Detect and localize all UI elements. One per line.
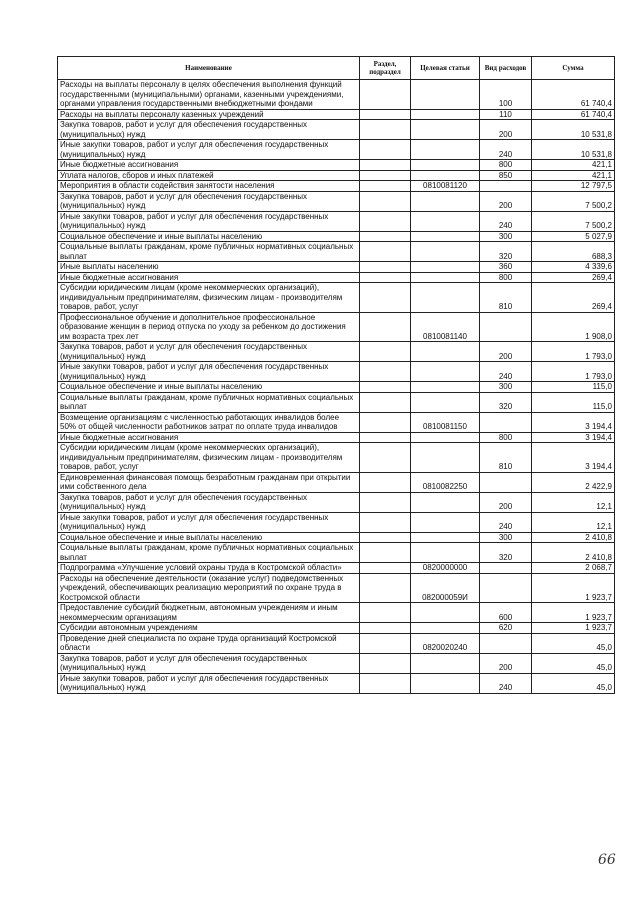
row-section xyxy=(360,392,411,412)
row-target-code xyxy=(411,283,480,313)
row-section xyxy=(360,432,411,443)
row-section xyxy=(360,573,411,603)
row-name: Расходы на обеспечение деятельности (оказание услуг) подведомственных учреждений, обеспечивающих реализацию мероприятий по охране труда в Костромской области xyxy=(58,573,360,603)
row-section xyxy=(360,211,411,231)
row-sum: 2 068,7 xyxy=(532,563,615,574)
row-target-code: 082000059И xyxy=(411,573,480,603)
row-expense-kind: 200 xyxy=(480,653,532,673)
row-expense-kind: 240 xyxy=(480,140,532,160)
row-name: Закупка товаров, работ и услуг для обеспечения государственных (муниципальных) нужд xyxy=(58,191,360,211)
table-row xyxy=(58,231,615,242)
row-sum: 7 500,2 xyxy=(532,191,615,211)
row-sum: 269,4 xyxy=(532,283,615,313)
row-sum: 421,1 xyxy=(532,160,615,171)
table-row xyxy=(58,543,615,563)
row-sum: 10 531,8 xyxy=(532,140,615,160)
row-section xyxy=(360,160,411,171)
table-row xyxy=(58,272,615,283)
table-row xyxy=(58,563,615,574)
table-row xyxy=(58,242,615,262)
row-name: Иные бюджетные ассигнования xyxy=(58,160,360,171)
row-name: Субсидии юридическим лицам (кроме некоммерческих организаций), индивидуальным предпринимателям, физическим лицам - производителям товаров, работ, услуг xyxy=(58,283,360,313)
row-section xyxy=(360,382,411,393)
row-section xyxy=(360,120,411,140)
row-name: Субсидии юридическим лицам (кроме некоммерческих организаций), индивидуальным предпринимателям, физическим лицам - производителям товаров, работ, услуг xyxy=(58,443,360,473)
row-expense-kind: 800 xyxy=(480,272,532,283)
row-section xyxy=(360,603,411,623)
row-target-code xyxy=(411,623,480,634)
row-expense-kind: 240 xyxy=(480,362,532,382)
header-section: Раздел, подраздел xyxy=(360,57,411,80)
row-section xyxy=(360,312,411,342)
header-kind: Вид расходов xyxy=(480,57,532,80)
row-name: Социальные выплаты гражданам, кроме публичных нормативных социальных выплат xyxy=(58,242,360,262)
row-expense-kind: 810 xyxy=(480,443,532,473)
row-section xyxy=(360,653,411,673)
row-sum: 4 339,6 xyxy=(532,262,615,273)
row-expense-kind: 110 xyxy=(480,109,532,120)
row-expense-kind xyxy=(480,472,532,492)
row-target-code xyxy=(411,382,480,393)
row-target-code xyxy=(411,140,480,160)
row-name: Закупка товаров, работ и услуг для обеспечения государственных (муниципальных) нужд xyxy=(58,653,360,673)
row-target-code xyxy=(411,109,480,120)
row-sum: 421,1 xyxy=(532,170,615,181)
table-row xyxy=(58,140,615,160)
row-sum: 1 793,0 xyxy=(532,362,615,382)
row-expense-kind: 600 xyxy=(480,603,532,623)
row-expense-kind: 320 xyxy=(480,242,532,262)
row-expense-kind: 800 xyxy=(480,432,532,443)
row-section xyxy=(360,543,411,563)
row-section xyxy=(360,283,411,313)
row-target-code xyxy=(411,272,480,283)
row-name: Иные закупки товаров, работ и услуг для обеспечения государственных (муниципальных) нужд xyxy=(58,362,360,382)
row-target-code xyxy=(411,532,480,543)
budget-table xyxy=(57,56,615,694)
row-target-code xyxy=(411,492,480,512)
row-sum: 1 923,7 xyxy=(532,603,615,623)
row-sum: 115,0 xyxy=(532,382,615,393)
row-expense-kind xyxy=(480,312,532,342)
table-row xyxy=(58,191,615,211)
row-expense-kind xyxy=(480,181,532,192)
row-target-code xyxy=(411,120,480,140)
row-sum: 45,0 xyxy=(532,673,615,693)
row-name: Социальное обеспечение и иные выплаты населению xyxy=(58,382,360,393)
row-name: Социальное обеспечение и иные выплаты населению xyxy=(58,231,360,242)
table-row xyxy=(58,443,615,473)
row-target-code xyxy=(411,211,480,231)
table-row xyxy=(58,472,615,492)
row-section xyxy=(360,623,411,634)
row-target-code xyxy=(411,673,480,693)
row-name: Иные бюджетные ассигнования xyxy=(58,432,360,443)
row-sum: 5 027,9 xyxy=(532,231,615,242)
row-name: Закупка товаров, работ и услуг для обеспечения государственных (муниципальных) нужд xyxy=(58,120,360,140)
row-name: Субсидии автономным учреждениям xyxy=(58,623,360,634)
row-sum: 10 531,8 xyxy=(532,120,615,140)
row-section xyxy=(360,563,411,574)
row-name: Социальные выплаты гражданам, кроме публичных нормативных социальных выплат xyxy=(58,543,360,563)
row-section xyxy=(360,242,411,262)
row-expense-kind: 240 xyxy=(480,673,532,693)
row-target-code xyxy=(411,392,480,412)
row-name: Профессиональное обучение и дополнительное профессиональное образование женщин в период отпуска по уходу за ребенком до достижения им возраста трех лет xyxy=(58,312,360,342)
table-row xyxy=(58,120,615,140)
row-name: Социальные выплаты гражданам, кроме публичных нормативных социальных выплат xyxy=(58,392,360,412)
table-row xyxy=(58,573,615,603)
row-section xyxy=(360,633,411,653)
row-section xyxy=(360,512,411,532)
row-expense-kind xyxy=(480,633,532,653)
page-number: 66 xyxy=(598,852,616,868)
row-target-code xyxy=(411,160,480,171)
row-name: Иные выплаты населению xyxy=(58,262,360,273)
row-expense-kind: 100 xyxy=(480,80,532,110)
table-row xyxy=(58,603,615,623)
row-sum: 61 740,4 xyxy=(532,80,615,110)
row-target-code: 0810081150 xyxy=(411,412,480,432)
row-name: Мероприятия в области содействия занятости населения xyxy=(58,181,360,192)
row-section xyxy=(360,191,411,211)
row-target-code: 0810081120 xyxy=(411,181,480,192)
row-expense-kind: 800 xyxy=(480,160,532,171)
row-sum: 45,0 xyxy=(532,633,615,653)
row-target-code xyxy=(411,443,480,473)
row-expense-kind: 620 xyxy=(480,623,532,634)
row-expense-kind: 240 xyxy=(480,211,532,231)
row-expense-kind xyxy=(480,573,532,603)
row-section xyxy=(360,472,411,492)
table-row xyxy=(58,362,615,382)
table-row xyxy=(58,211,615,231)
row-sum: 1 908,0 xyxy=(532,312,615,342)
row-sum: 2 410,8 xyxy=(532,543,615,563)
row-target-code xyxy=(411,653,480,673)
row-target-code xyxy=(411,231,480,242)
table-row xyxy=(58,109,615,120)
row-sum: 115,0 xyxy=(532,392,615,412)
row-name: Закупка товаров, работ и услуг для обеспечения государственных (муниципальных) нужд xyxy=(58,342,360,362)
row-expense-kind: 200 xyxy=(480,120,532,140)
row-target-code xyxy=(411,242,480,262)
header-target: Целевая статьи xyxy=(411,57,480,80)
row-section xyxy=(360,109,411,120)
row-sum: 3 194,4 xyxy=(532,432,615,443)
row-expense-kind: 200 xyxy=(480,191,532,211)
row-section xyxy=(360,170,411,181)
table-row xyxy=(58,432,615,443)
table-row xyxy=(58,673,615,693)
row-target-code: 0810082250 xyxy=(411,472,480,492)
table-row xyxy=(58,262,615,273)
row-name: Иные закупки товаров, работ и услуг для обеспечения государственных (муниципальных) нужд xyxy=(58,140,360,160)
row-expense-kind: 360 xyxy=(480,262,532,273)
row-section xyxy=(360,231,411,242)
row-sum: 3 194,4 xyxy=(532,443,615,473)
header-name: Наименование xyxy=(58,57,360,80)
table-row xyxy=(58,181,615,192)
row-section xyxy=(360,80,411,110)
table-header-row xyxy=(58,57,615,80)
table-row xyxy=(58,392,615,412)
row-name: Расходы на выплаты персоналу казенных учреждений xyxy=(58,109,360,120)
row-target-code: 0810081140 xyxy=(411,312,480,342)
table-row xyxy=(58,283,615,313)
table-row xyxy=(58,623,615,634)
row-name: Единовременная финансовая помощь безработным гражданам при открытии ими собственного дела xyxy=(58,472,360,492)
row-target-code xyxy=(411,342,480,362)
table-row xyxy=(58,312,615,342)
row-sum: 12 797,5 xyxy=(532,181,615,192)
row-target-code xyxy=(411,603,480,623)
table-row xyxy=(58,412,615,432)
row-expense-kind: 200 xyxy=(480,342,532,362)
row-name: Возмещение организациям с численностью работающих инвалидов более 50% от общей численности работников затрат по оплате труда инвалидов xyxy=(58,412,360,432)
row-section xyxy=(360,492,411,512)
row-name: Расходы на выплаты персоналу в целях обеспечения выполнения функций государственными (муниципальными) органами, казенными учреждениями, органами управления государственными внебюджетными фондами xyxy=(58,80,360,110)
row-sum: 12,1 xyxy=(532,512,615,532)
row-sum: 2 422,9 xyxy=(532,472,615,492)
row-target-code: 0820000000 xyxy=(411,563,480,574)
row-expense-kind: 300 xyxy=(480,382,532,393)
row-target-code xyxy=(411,512,480,532)
row-target-code xyxy=(411,432,480,443)
row-expense-kind: 320 xyxy=(480,543,532,563)
header-sum: Сумма xyxy=(532,57,615,80)
row-name: Иные закупки товаров, работ и услуг для обеспечения государственных (муниципальных) нужд xyxy=(58,512,360,532)
row-sum: 2 410,8 xyxy=(532,532,615,543)
row-sum: 688,3 xyxy=(532,242,615,262)
row-sum: 1 923,7 xyxy=(532,623,615,634)
row-section xyxy=(360,412,411,432)
row-sum: 3 194,4 xyxy=(532,412,615,432)
row-section xyxy=(360,181,411,192)
row-name: Уплата налогов, сборов и иных платежей xyxy=(58,170,360,181)
row-section xyxy=(360,140,411,160)
table-row xyxy=(58,160,615,171)
table-row xyxy=(58,492,615,512)
row-name: Иные бюджетные ассигнования xyxy=(58,272,360,283)
row-sum: 1 793,0 xyxy=(532,342,615,362)
row-target-code xyxy=(411,362,480,382)
row-expense-kind: 850 xyxy=(480,170,532,181)
row-target-code xyxy=(411,191,480,211)
row-name: Подпрограмма «Улучшение условий охраны труда в Костромской области» xyxy=(58,563,360,574)
table-row xyxy=(58,633,615,653)
row-section xyxy=(360,673,411,693)
row-expense-kind xyxy=(480,412,532,432)
table-row xyxy=(58,80,615,110)
table-row xyxy=(58,653,615,673)
row-sum: 1 923,7 xyxy=(532,573,615,603)
table-row xyxy=(58,532,615,543)
row-expense-kind xyxy=(480,563,532,574)
row-section xyxy=(360,262,411,273)
row-section xyxy=(360,362,411,382)
row-section xyxy=(360,532,411,543)
table-row xyxy=(58,512,615,532)
row-expense-kind: 810 xyxy=(480,283,532,313)
row-sum: 12,1 xyxy=(532,492,615,512)
row-expense-kind: 320 xyxy=(480,392,532,412)
row-name: Социальное обеспечение и иные выплаты населению xyxy=(58,532,360,543)
row-expense-kind: 200 xyxy=(480,492,532,512)
row-target-code xyxy=(411,170,480,181)
row-expense-kind: 240 xyxy=(480,512,532,532)
row-sum: 45,0 xyxy=(532,653,615,673)
row-section xyxy=(360,272,411,283)
row-target-code xyxy=(411,262,480,273)
row-target-code xyxy=(411,543,480,563)
row-target-code: 0820020240 xyxy=(411,633,480,653)
row-target-code xyxy=(411,80,480,110)
row-sum: 61 740,4 xyxy=(532,109,615,120)
row-name: Иные закупки товаров, работ и услуг для обеспечения государственных (муниципальных) нужд xyxy=(58,211,360,231)
row-section xyxy=(360,342,411,362)
table-row xyxy=(58,170,615,181)
row-name: Проведение дней специалиста по охране труда организаций Костромской области xyxy=(58,633,360,653)
row-name: Предоставление субсидий бюджетным, автономным учреждениям и иным некоммерческим организациям xyxy=(58,603,360,623)
row-name: Закупка товаров, работ и услуг для обеспечения государственных (муниципальных) нужд xyxy=(58,492,360,512)
row-section xyxy=(360,443,411,473)
row-name: Иные закупки товаров, работ и услуг для обеспечения государственных (муниципальных) нужд xyxy=(58,673,360,693)
row-expense-kind: 300 xyxy=(480,231,532,242)
row-sum: 7 500,2 xyxy=(532,211,615,231)
table-row xyxy=(58,382,615,393)
row-expense-kind: 300 xyxy=(480,532,532,543)
row-sum: 269,4 xyxy=(532,272,615,283)
table-row xyxy=(58,342,615,362)
